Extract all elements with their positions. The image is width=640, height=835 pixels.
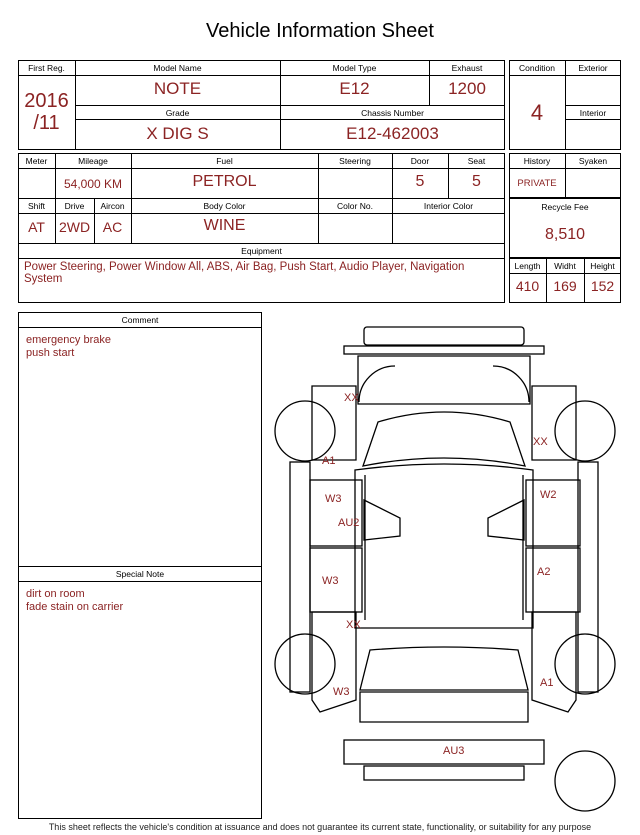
- damage-left-fender: A1: [322, 455, 336, 467]
- shift-value: AT: [28, 219, 45, 235]
- length-label: Length: [514, 261, 541, 271]
- fuel-value: PETROL: [192, 173, 257, 190]
- first-reg-value: 2016 /11: [24, 90, 69, 134]
- recycle-fee-label: Recycle Fee: [541, 202, 589, 212]
- drive-value: 2WD: [58, 219, 91, 235]
- first-reg-label: First Reg.: [28, 63, 65, 73]
- exhaust-label: Exhaust: [451, 63, 483, 73]
- interior-color-label: Interior Color: [423, 201, 474, 211]
- sheet-title: Vehicle Information Sheet: [206, 20, 434, 42]
- equipment-value: Power Steering, Power Window All, ABS, Air Bag, Push Start, Audio Player, Navigation System: [24, 261, 465, 285]
- damage-left-rear-door: W3: [322, 575, 339, 587]
- interior-label: Interior: [579, 108, 607, 118]
- model-type-label: Model Type: [332, 63, 377, 73]
- equipment-label: Equipment: [241, 246, 282, 256]
- mileage-value: 54,000 KM: [63, 177, 123, 191]
- recycle-fee-value: 8,510: [544, 226, 586, 243]
- body-color-label: Body Color: [203, 201, 246, 211]
- disclaimer-footer: This sheet reflects the vehicle's condition at issuance and does not guarantee its current state, functionality, or suitability for any purpose: [48, 822, 592, 832]
- comment-label: Comment: [121, 315, 159, 325]
- exhaust-value: 1200: [448, 79, 486, 98]
- damage-front-left-xx: XX: [344, 392, 359, 404]
- height-label: Height: [590, 261, 615, 271]
- door-label: Door: [410, 156, 430, 166]
- mileage-label: Mileage: [78, 156, 108, 166]
- seat-label: Seat: [467, 156, 486, 166]
- color-no-label: Color No.: [337, 201, 373, 211]
- condition-value: 4: [530, 100, 544, 125]
- width-label: Widht: [554, 261, 576, 271]
- drive-label: Drive: [64, 201, 85, 211]
- damage-left-rear-quarter: W3: [333, 686, 350, 698]
- damage-right-rear-door: A2: [537, 566, 551, 578]
- comment-text: emergency brake push start: [26, 334, 111, 359]
- condition-label: Condition: [519, 63, 555, 73]
- aircon-value: AC: [102, 219, 123, 235]
- shift-label: Shift: [27, 201, 45, 211]
- grade-value: X DIG S: [146, 124, 209, 143]
- grade-label: Grade: [165, 108, 190, 118]
- damage-right-rear-quarter: A1: [540, 677, 554, 689]
- aircon-label: Aircon: [100, 201, 125, 211]
- exterior-label: Exterior: [578, 63, 608, 73]
- model-type-value: E12: [339, 79, 370, 98]
- chassis-label: Chassis Number: [361, 108, 424, 118]
- model-name-value: NOTE: [153, 79, 202, 98]
- special-note-text: dirt on room fade stain on carrier: [26, 588, 124, 613]
- seat-value: 5: [472, 173, 481, 190]
- damage-left-pillar: AU2: [338, 517, 360, 529]
- fuel-label: Fuel: [216, 156, 233, 166]
- damage-right-front-door: W2: [540, 489, 557, 501]
- model-name-label: Model Name: [153, 63, 202, 73]
- damage-front-right-xx: XX: [533, 436, 548, 448]
- body-color-value: WINE: [203, 217, 246, 234]
- damage-left-rear-xx: XX: [346, 619, 361, 631]
- width-value: 169: [553, 278, 577, 294]
- steering-label: Steering: [339, 156, 371, 166]
- height-value: 152: [590, 278, 615, 294]
- damage-left-front-door: W3: [325, 493, 342, 505]
- length-value: 410: [515, 278, 540, 294]
- syaken-label: Syaken: [578, 156, 608, 166]
- damage-rear-bumper: AU3: [443, 745, 465, 757]
- special-note-label: Special Note: [115, 569, 165, 579]
- history-label: History: [523, 156, 551, 166]
- door-value: 5: [415, 173, 425, 190]
- history-value: PRIVATE: [517, 178, 557, 189]
- chassis-value: E12-462003: [346, 124, 439, 143]
- meter-label: Meter: [25, 156, 48, 166]
